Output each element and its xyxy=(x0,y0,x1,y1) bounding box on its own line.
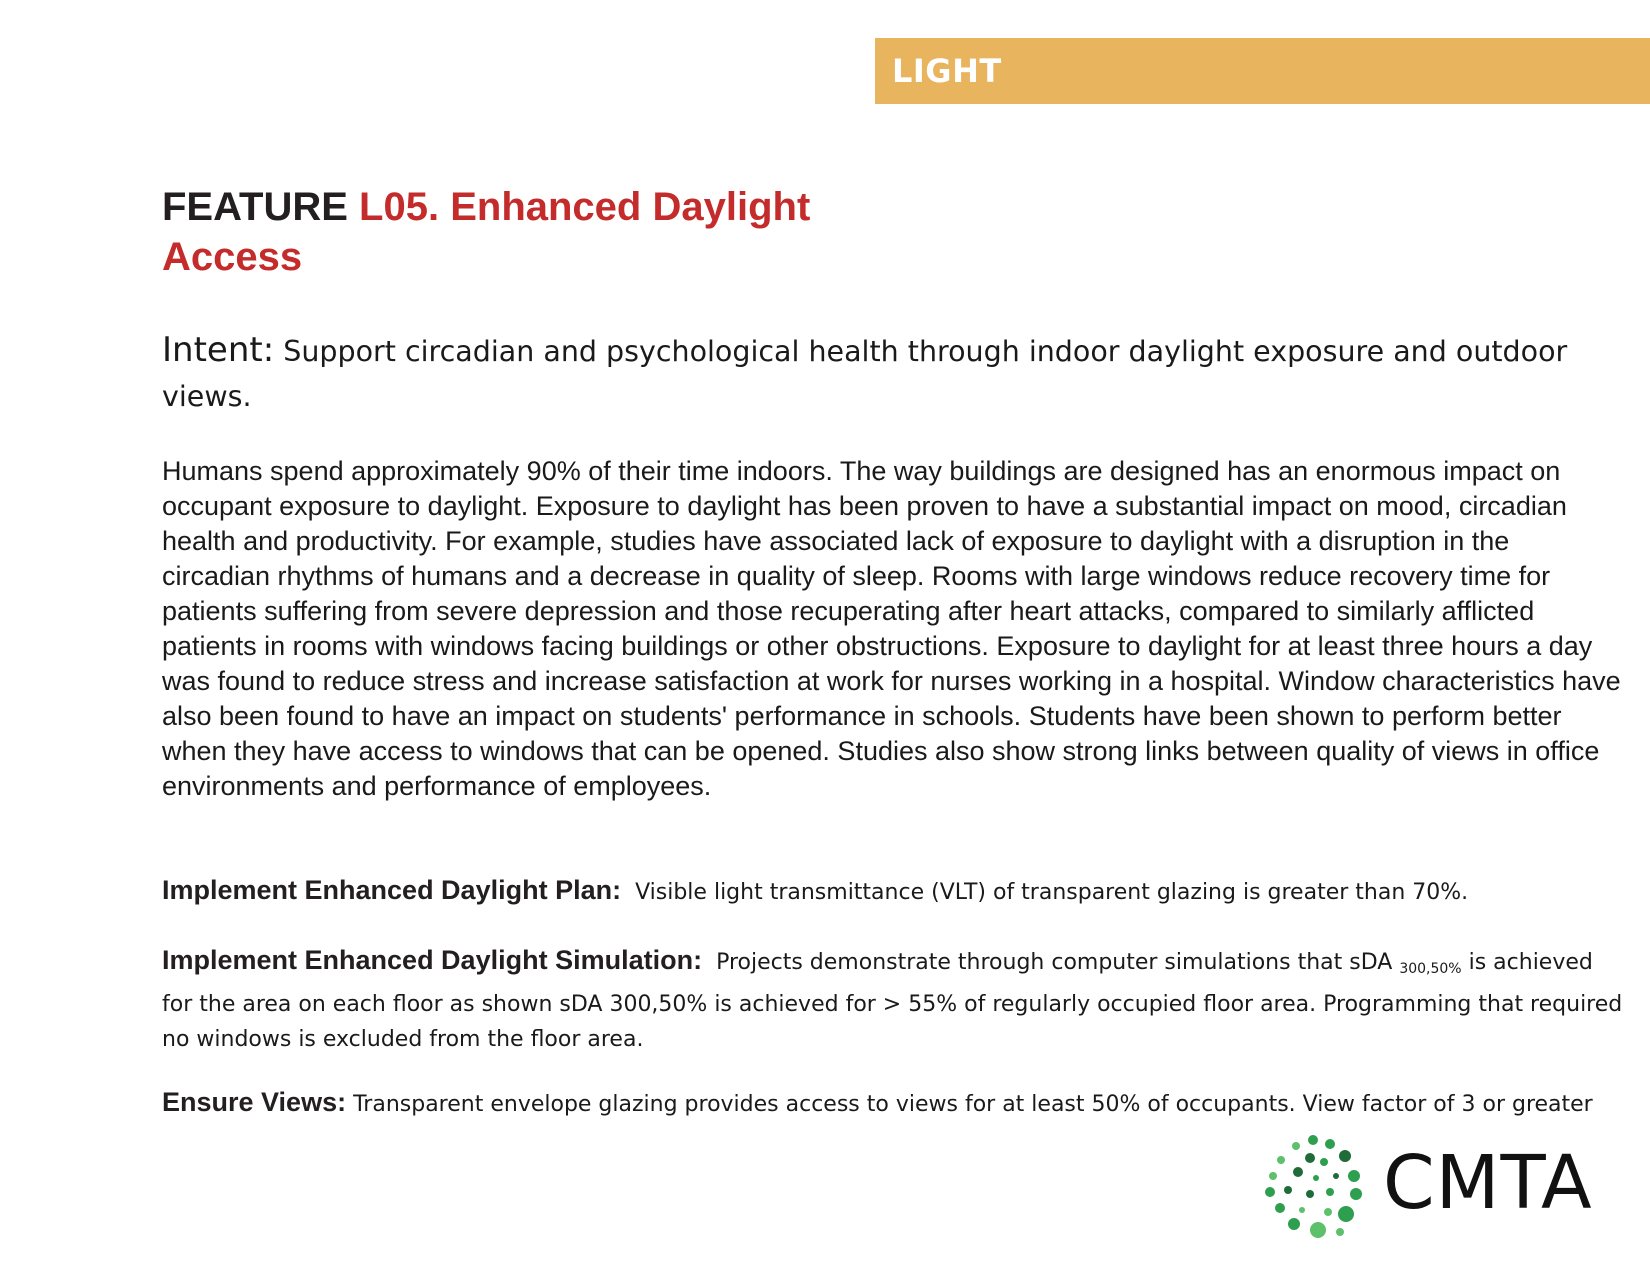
body-paragraph: Humans spend approximately 90% of their time indoors. The way buildings are designed has an enormous impact on occupant exposure to daylight. Exposure to daylight has been proven to have a substantial impact on mood, circadian health and productivity. For example, studies have associated lack of exposure to daylight with a disruption in the circadian rhythms of humans and a decrease in quality of sleep. Rooms with large windows reduce recovery time for patients suffering from severe depression and those recuperating after heart attacks, compared to similarly afflicted patients in rooms with windows facing buildings or other obstructions. Exposure to daylight for at least three hours a day was found to reduce stress and increase satisfaction at work for nurses working in a hospital. Window characteristics have also been found to have an impact on students' performance in schools. Students have been shown to perform better when they have access to windows that can be opened. Studies also show strong links between quality of views in office environments and performance of employees. xyxy=(162,456,1621,801)
logo-dot xyxy=(1339,1150,1351,1162)
requirement-text: Visible light transmittance (VLT) of transparent glazing is greater than 70%. xyxy=(635,880,1469,905)
logo-dot xyxy=(1338,1206,1354,1222)
logo-dot xyxy=(1324,1208,1332,1216)
section-label: LIGHT xyxy=(892,52,1002,90)
intent-statement xyxy=(162,328,1612,419)
logo-dot xyxy=(1336,1228,1344,1236)
requirement-text: Projects demonstrate through computer simulations that sDA xyxy=(716,950,1393,975)
logo-dot xyxy=(1350,1188,1362,1200)
logo-dot xyxy=(1333,1173,1339,1179)
logo-dot xyxy=(1277,1156,1285,1164)
logo-dot xyxy=(1325,1139,1335,1149)
logo-dot xyxy=(1265,1187,1275,1197)
logo-dot xyxy=(1299,1207,1305,1213)
feature-title xyxy=(162,182,882,282)
logo-dot xyxy=(1305,1153,1315,1163)
logo-dot xyxy=(1306,1190,1314,1198)
logo-dot xyxy=(1275,1203,1285,1213)
logo-dots-icon xyxy=(1258,1132,1368,1242)
requirement-label: Implement Enhanced Daylight Simulation: xyxy=(162,945,703,975)
intent-text: Support circadian and psychological health through indoor daylight exposure and outdoor views. xyxy=(162,335,1568,413)
logo-dot xyxy=(1310,1222,1326,1238)
logo-dot xyxy=(1269,1172,1277,1180)
feature-prefix: FEATURE xyxy=(162,185,348,229)
requirement-label: Ensure Views: xyxy=(162,1087,347,1117)
requirement-label: Implement Enhanced Daylight Plan: xyxy=(162,875,622,905)
cmta-logo xyxy=(1258,1132,1618,1242)
logo-dot xyxy=(1326,1188,1334,1196)
logo-dot xyxy=(1313,1175,1319,1181)
section-banner xyxy=(875,38,1650,104)
requirement-subscript: 300,50% xyxy=(1399,961,1462,977)
requirement-ensure-views xyxy=(162,1085,1627,1122)
logo-dot xyxy=(1348,1170,1360,1182)
logo-dot xyxy=(1293,1167,1303,1177)
logo-dot xyxy=(1292,1142,1300,1150)
feature-name: L05. Enhanced Daylight Access xyxy=(162,185,811,279)
logo-dot xyxy=(1320,1158,1328,1166)
requirement-text-continued: is achieved for the area on each floor as shown sDA 300,50% is achieved for > 55% of regularly occupied floor area. Programming that required no windows is excluded from the floor area. xyxy=(162,950,1623,1052)
logo-dots xyxy=(1265,1135,1362,1238)
logo-text: CMTA xyxy=(1383,1140,1593,1226)
logo-dot xyxy=(1288,1218,1300,1230)
requirement-text: Transparent envelope glazing provides access to views for at least 50% of occupants. View factor of 3 or greater xyxy=(353,1092,1593,1117)
logo-dot xyxy=(1308,1135,1318,1145)
requirement-daylight-plan xyxy=(162,873,1627,910)
intent-label: Intent: xyxy=(162,330,275,370)
requirement-daylight-simulation xyxy=(162,943,1627,1057)
logo-dot xyxy=(1284,1186,1292,1194)
